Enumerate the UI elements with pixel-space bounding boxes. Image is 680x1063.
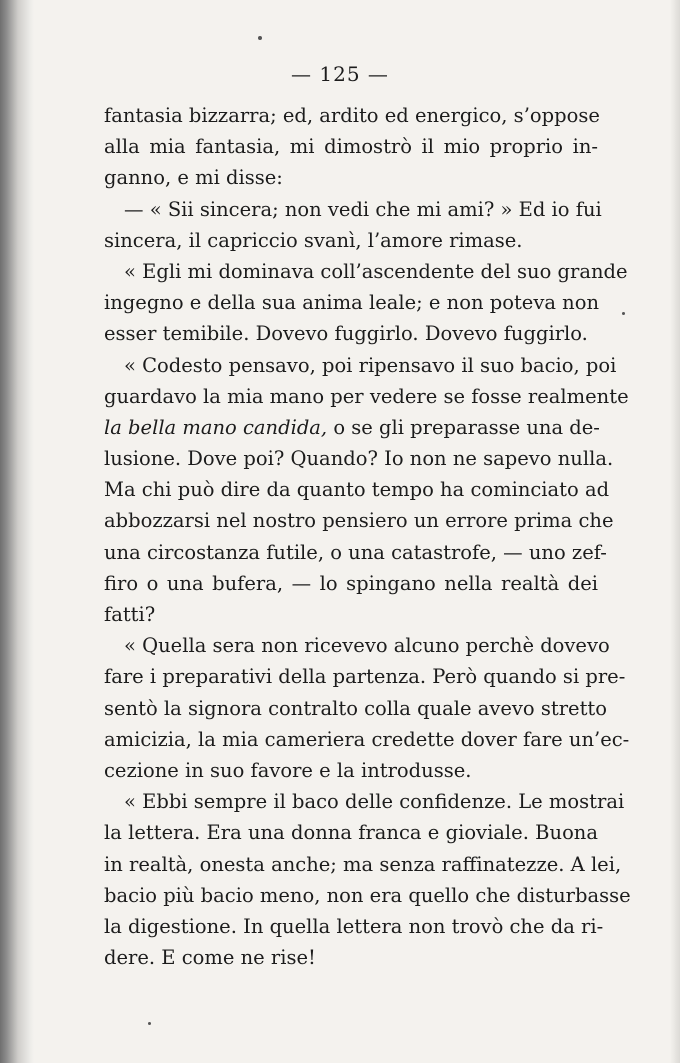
text-line: la bella mano candida, o se gli preparasse una de-	[104, 415, 600, 439]
text-line: amicizia, la mia cameriera credette dover fare un’ec-	[104, 727, 630, 751]
text-line: cezione in suo favore e la introdusse.	[104, 758, 472, 782]
text-line: — « Sii sincera; non vedi che mi ami? » Ed io fui	[124, 197, 602, 221]
text-line: « Quella sera non ricevevo alcuno perchè dovevo	[124, 634, 610, 658]
text-line: alla mia fantasia, mi dimostrò il mio proprio in-	[104, 135, 598, 159]
page-binding-shadow	[0, 0, 34, 1063]
text-line: « Codesto pensavo, poi ripensavo il suo bacio, poi	[124, 353, 617, 377]
text-line: esser temibile. Dovevo fuggirlo. Dovevo fuggirlo.	[104, 322, 588, 346]
text-line: bacio più bacio meno, non era quello che disturbasse	[104, 883, 631, 907]
text-line: ingegno e della sua anima leale; e non poteva non	[104, 291, 600, 315]
text-line: fare i preparativi della partenza. Però quando si pre-	[104, 665, 626, 689]
text-line: fatti?	[104, 603, 156, 626]
text-line: sincera, il capriccio svanì, l’amore rimase.	[104, 228, 523, 252]
text-line: dere. E come ne rise!	[104, 946, 316, 970]
text-line: firo o una bufera, — lo spingano nella realtà dei	[104, 571, 598, 595]
text-line: abbozzarsi nel nostro pensiero un errore prima che	[104, 509, 614, 533]
text-line: ganno, e mi disse:	[104, 166, 283, 190]
text-line: in realtà, onesta anche; ma senza raffinatezze. A lei,	[104, 852, 622, 876]
text-line: una circostanza futile, o una catastrofe, — uno zef-	[104, 540, 607, 564]
text-line: Ma chi può dire da quanto tempo ha cominciato ad	[104, 478, 610, 502]
paper-speck	[258, 36, 262, 40]
text-line: lusione. Dove poi? Quando? Io non ne sapevo nulla.	[104, 447, 614, 471]
italic-phrase: la bella mano candida,	[104, 415, 328, 439]
text-line: fantasia bizzarra; ed, ardito ed energico, s’oppose	[104, 104, 600, 127]
page-number: — 125 —	[291, 62, 389, 86]
text-line: guardavo la mia mano per vedere se fosse realmente	[104, 384, 629, 408]
text-line: la lettera. Era una donna franca e gioviale. Buona	[104, 821, 598, 845]
text-line: « Egli mi dominava coll’ascendente del suo grande	[124, 259, 628, 283]
text-line: « Ebbi sempre il baco delle confidenze. Le mostrai	[124, 790, 625, 814]
text-line: la digestione. In quella lettera non trovò che da ri-	[104, 914, 604, 938]
paper-speck	[622, 312, 625, 315]
paper-speck	[148, 1022, 151, 1025]
page-edge	[670, 0, 680, 1063]
text-line: sentò la signora contralto colla quale avevo stretto	[104, 696, 607, 720]
body-text	[104, 100, 631, 973]
